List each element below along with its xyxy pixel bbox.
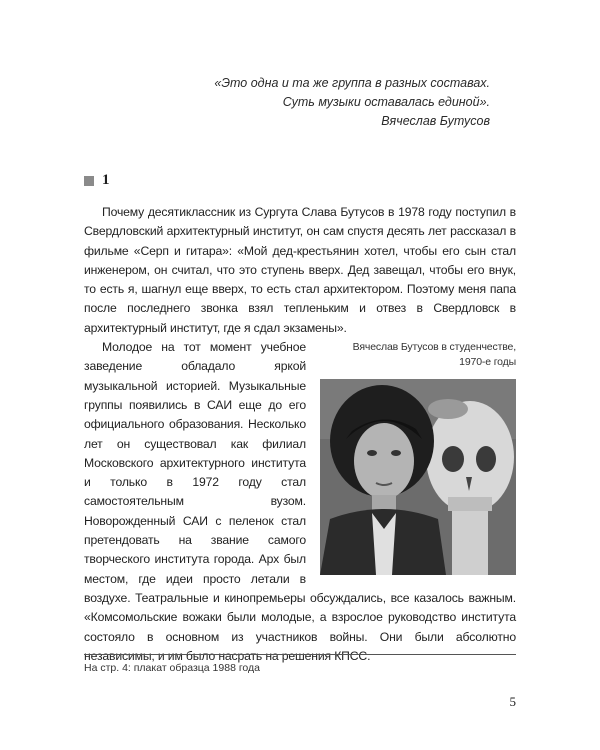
photo-caption-line: Вячеслав Бутусов в студенчестве, [352,341,516,354]
epigraph-author: Вячеслав Бутусов [381,114,490,128]
portrait-photo [320,379,516,575]
photo-caption-line: 1970-е годы [459,355,516,368]
epigraph [214,74,490,131]
section-number: 1 [102,172,110,188]
footnote-divider [84,654,516,655]
section-square-marker [84,176,94,186]
page-number: 5 [509,694,516,709]
paragraph: Почему десятиклассник из Сургута Слава Бутусов в 1978 году поступил в Свердловский архитектурный институт, он сам спустя десять лет рассказал в фильме «Серп и гитара»: «Мой дед-крестьянин хотел, чтобы его сын стал инженером, он считал, что это ступень вверх. Дед завещал, чтобы его внук, то есть я, шагнул еще вверх, то есть стал архитектором. Поэтому меня папа после последнего звонка взял тепленьким и отвез в Свердловск в архитектурный институт, где я сдал экзамены». [84,205,516,335]
paragraph: Молодое на тот момент учебное заведение обладало яркой музыкальной историей. Музыкальные группы появились в САИ еще до его официального образования. Несколько лет он существовал как филиал Московского архитектурного института и только в 1972 году стал самостоятельным вузом. Новорожденный САИ с пеленок стал претендовать на звание самого творческого института города. Арх был местом, где идеи просто летали в воздухе. Театральные и кинопремьеры обсуждались, все казалось важным. «Комсомольские вожаки были молодые, а взрослое руководство института состояло в основном из участников войны. Они были абсолютно независимы, и им было насрать на решения КПСС. [84,340,516,663]
body-text [84,203,516,666]
photo-caption [320,340,516,369]
epigraph-line: Суть музыки оставалась единой». [282,95,490,109]
photo-figure [320,338,516,575]
epigraph-line: «Это одна и та же группа в разных составах. [214,76,490,90]
footnote: На стр. 4: плакат образца 1988 года [84,662,261,674]
section-heading [84,172,110,189]
